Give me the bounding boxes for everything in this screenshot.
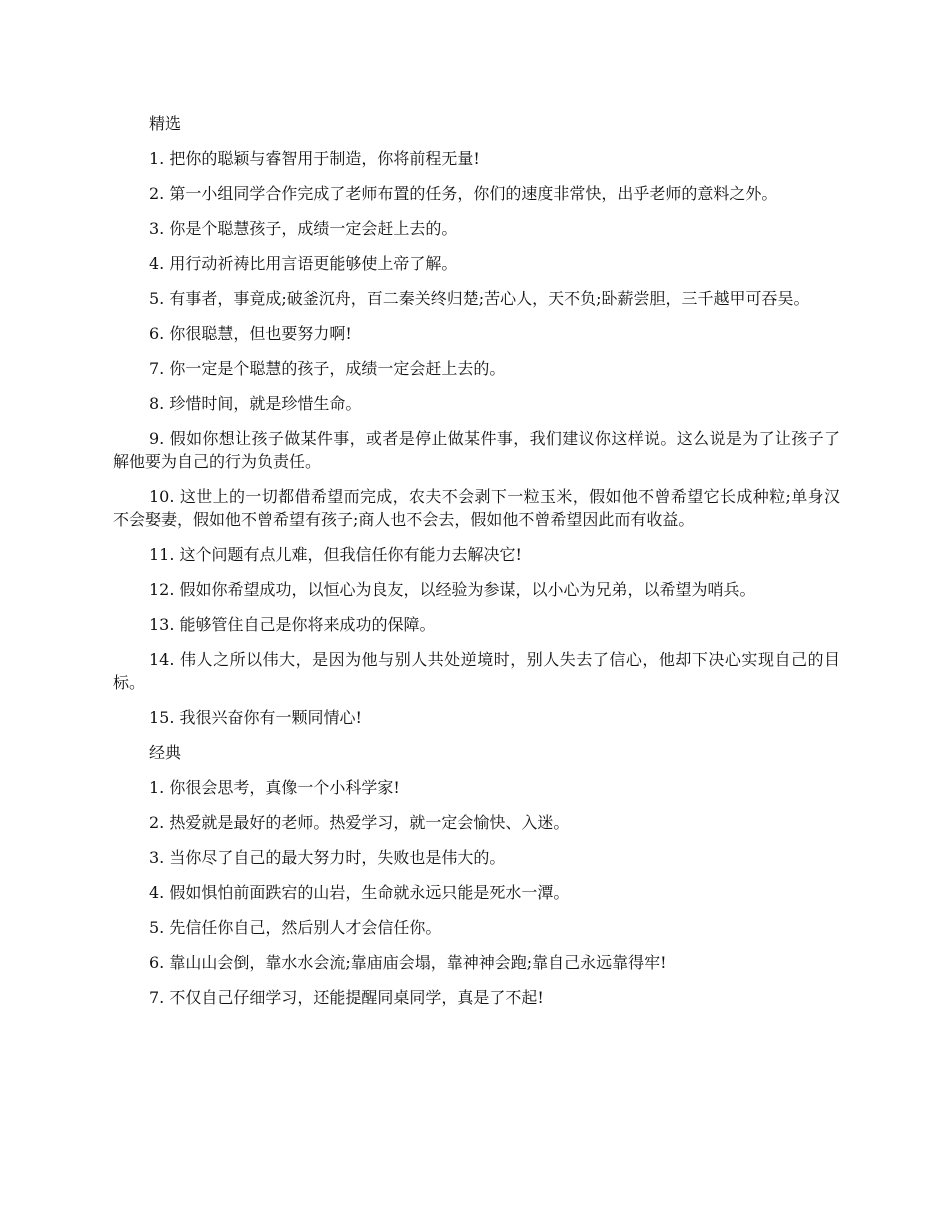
quote-item: 8. 珍惜时间，就是珍惜生命。 xyxy=(149,394,362,413)
quote-item: 10. 这世上的一切都借希望而完成，农夫不会剥下一粒玉米，假如他不曾希望它长成种粒;单身汉不会娶妻，假如他不曾希望有孩子;商人也不会去，假如他不曾希望因此而有收益。 xyxy=(113,487,840,529)
quote-item: 3. 当你尽了自己的最大努力时，失败也是伟大的。 xyxy=(149,848,506,867)
quote-item: 6. 你很聪慧，但也要努力啊! xyxy=(149,324,352,343)
quote-item: 1. 把你的聪颖与睿智用于制造，你将前程无量! xyxy=(149,149,480,168)
quote-item: 14. 伟人之所以伟大，是因为他与别人共处逆境时，别人失去了信心，他却下决心实现自己的目标。 xyxy=(113,650,840,692)
document-page xyxy=(113,112,840,1021)
quote-item: 5. 先信任你自己，然后别人才会信任你。 xyxy=(149,918,442,937)
quote-item: 15. 我很兴奋你有一颗同情心! xyxy=(149,708,362,727)
quote-list-classic xyxy=(113,776,840,1009)
quote-item: 7. 你一定是个聪慧的孩子，成绩一定会赶上去的。 xyxy=(149,359,506,378)
quote-item: 6. 靠山山会倒，靠水水会流;靠庙庙会塌，靠神神会跑;靠自己永远靠得牢! xyxy=(149,953,667,972)
quote-item: 11. 这个问题有点儿难，但我信任你有能力去解决它! xyxy=(149,545,522,564)
quote-list-selected xyxy=(113,147,840,729)
quote-item: 4. 假如惧怕前面跌宕的山岩，生命就永远只能是死水一潭。 xyxy=(149,883,570,902)
quote-item: 9. 假如你想让孩子做某件事，或者是停止做某件事，我们建议你这样说。这么说是为了让孩子了解他要为自己的行为负责任。 xyxy=(113,429,840,471)
section-heading-selected: 精选 xyxy=(149,114,182,133)
quote-item: 2. 第一小组同学合作完成了老师布置的任务，你们的速度非常快，出乎老师的意料之外。 xyxy=(149,184,778,203)
quote-item: 1. 你很会思考，真像一个小科学家! xyxy=(149,778,400,797)
quote-item: 12. 假如你希望成功，以恒心为良友，以经验为参谋，以小心为兄弟，以希望为哨兵。 xyxy=(149,580,756,599)
quote-item: 13. 能够管住自己是你将来成功的保障。 xyxy=(149,615,436,634)
quote-item: 2. 热爱就是最好的老师。热爱学习，就一定会愉快、入迷。 xyxy=(149,813,570,832)
section-heading-classic: 经典 xyxy=(149,743,182,762)
quote-item: 4. 用行动祈祷比用言语更能够使上帝了解。 xyxy=(149,254,458,273)
quote-item: 7. 不仅自己仔细学习，还能提醒同桌同学，真是了不起! xyxy=(149,988,544,1007)
quote-item: 5. 有事者，事竟成;破釜沉舟，百二秦关终归楚;苦心人，天不负;卧薪尝胆，三千越甲可吞吴。 xyxy=(149,289,810,308)
quote-item: 3. 你是个聪慧孩子，成绩一定会赶上去的。 xyxy=(149,219,458,238)
